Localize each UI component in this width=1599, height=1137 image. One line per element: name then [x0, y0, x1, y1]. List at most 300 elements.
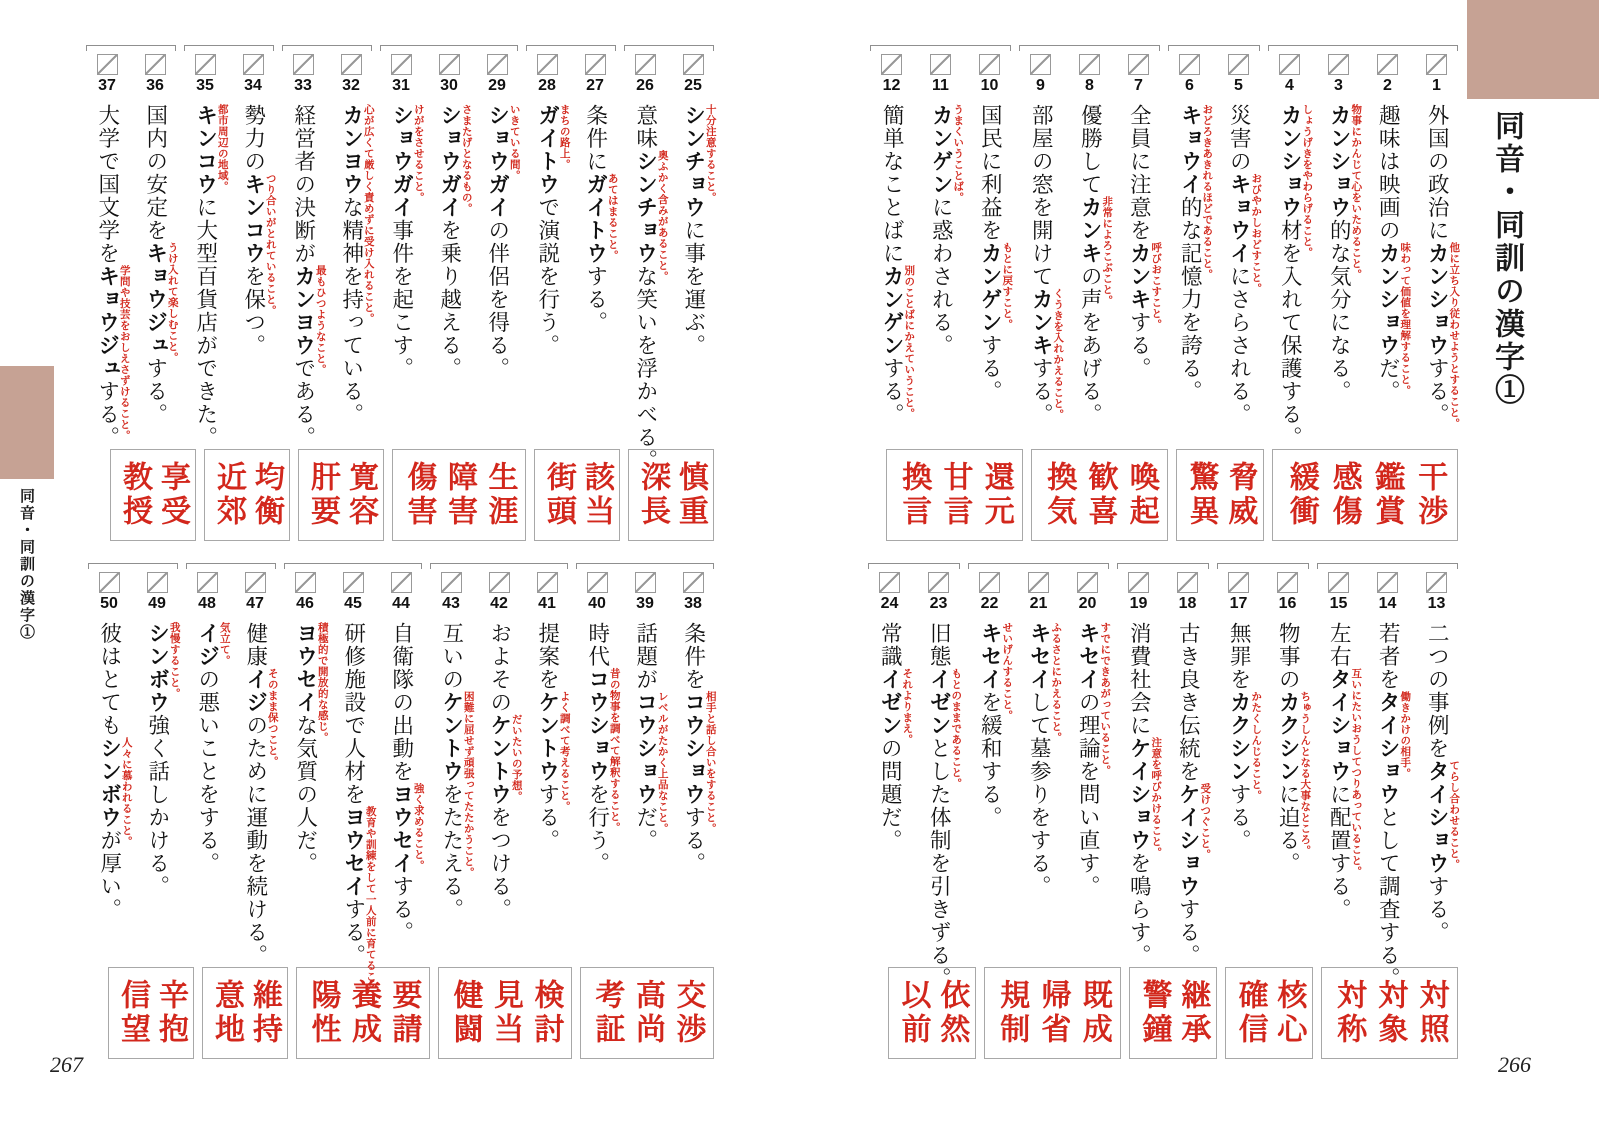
answer-kanji: 干渉 [1413, 461, 1447, 529]
question-text-post: である。 [291, 357, 316, 449]
question-text [389, 622, 425, 952]
question-number: 42 [490, 595, 508, 612]
question-item [475, 572, 523, 953]
meaning-annotation: さまたげとなるもの。 [460, 104, 473, 214]
question-text-post: する。 [1227, 783, 1252, 852]
question-text [437, 104, 473, 434]
question-text-pre: 物事の [1276, 622, 1301, 691]
question-item [621, 572, 669, 953]
answer-kanji: 還元 [979, 461, 1013, 529]
answer-checkbox-icon[interactable] [147, 572, 168, 593]
question-text-pre: 災害の [1227, 104, 1252, 173]
question-number: 44 [392, 595, 410, 612]
question-text-post: 材を入れて保護する。 [1278, 219, 1303, 449]
question-block [862, 45, 1462, 541]
question-text [1178, 104, 1214, 434]
answer-checkbox-icon[interactable] [295, 572, 316, 593]
answer-row [862, 967, 1462, 1059]
answer-kanji: 確信 [1233, 979, 1267, 1047]
question-number: 13 [1427, 595, 1446, 612]
answer-kanji: 高尚 [631, 979, 664, 1047]
question-item [669, 54, 717, 435]
question-header [1179, 54, 1200, 104]
question-text [439, 622, 475, 952]
question-text-pre: 国民に利益を [978, 104, 1003, 242]
question-header [1426, 572, 1447, 622]
question-text-post: する。 [1425, 357, 1450, 426]
question-katakana-keyword: カンヨウ 心が広くて厳しく責めずに受け入れること。 [339, 104, 375, 324]
question-text-pre: 古き良き伝統を [1176, 622, 1201, 783]
question-text [243, 622, 279, 967]
answer-checkbox-icon[interactable] [587, 572, 608, 593]
answer-checkbox-icon[interactable] [930, 54, 951, 75]
question-katakana-keyword: イゼン それよりまえ。 [878, 668, 914, 745]
question-item [1363, 54, 1412, 435]
answer-checkbox-icon[interactable] [1128, 54, 1149, 75]
question-row [862, 45, 1462, 449]
question-text [978, 104, 1014, 434]
question-text-pre: 話題が [633, 622, 658, 691]
question-text [145, 622, 181, 952]
question-katakana-keyword: キョウイ おどろきあきれるほどであること。 [1178, 104, 1214, 280]
question-number: 40 [588, 595, 606, 612]
question-group [865, 563, 963, 990]
meaning-annotation: つり合いがとれていること。 [264, 173, 277, 316]
meaning-annotation: 呼びおこすこと。 [1150, 242, 1163, 330]
question-item [427, 572, 475, 953]
question-text-post: をたたえる。 [439, 783, 464, 921]
question-text-pre: 国内の安定を [143, 104, 168, 242]
question-text-post: する。 [681, 806, 706, 875]
question-katakana-keyword: キョウジュ うけ入れて楽しむこと。 [143, 242, 179, 363]
question-number: 9 [1036, 77, 1045, 94]
question-katakana-keyword: タイショウ 働きかけの相手。 [1376, 691, 1412, 806]
question-number: 33 [294, 77, 312, 94]
meaning-annotation: 他に立ち入り従わせようとすること。 [1448, 242, 1461, 429]
question-item [1314, 54, 1363, 435]
question-katakana-keyword: カクシン かたくしんじること。 [1227, 691, 1263, 801]
answer-kanji: 近郊 [212, 461, 245, 529]
answer-checkbox-icon[interactable] [341, 54, 362, 75]
answer-checkbox-icon[interactable] [391, 54, 412, 75]
answer-box [1272, 449, 1458, 541]
question-header [1228, 572, 1249, 622]
question-text [583, 104, 619, 434]
answer-kanji: 該当 [580, 461, 613, 529]
answer-checkbox-icon[interactable] [293, 54, 314, 75]
answer-kanji: 帰省 [1036, 979, 1070, 1047]
question-item [1163, 572, 1212, 967]
question-item [473, 54, 521, 435]
question-text-post: する。 [389, 875, 414, 944]
question-text-post: を乗り越える。 [437, 219, 462, 380]
meaning-annotation: よく調べて考えること。 [558, 691, 571, 812]
meaning-annotation: 味わって価値を理解すること。 [1399, 242, 1412, 396]
answer-kanji: 障害 [443, 461, 476, 529]
meaning-annotation: 積極的で開放的な感じ。 [316, 622, 329, 743]
question-number: 12 [882, 77, 901, 94]
answer-checkbox-icon[interactable] [1079, 54, 1100, 75]
question-text [1029, 104, 1065, 434]
question-header [1277, 572, 1298, 622]
question-number: 37 [98, 77, 116, 94]
answer-kanji: 核心 [1272, 979, 1306, 1047]
question-katakana-keyword: コウショウ レベルがたかく上品なこと。 [633, 691, 669, 834]
question-header [1077, 572, 1098, 622]
question-text-post: な笑いを浮かべる。 [633, 265, 658, 472]
question-number: 34 [244, 77, 262, 94]
question-katakana-keyword: ケイショウ 受けつぐこと。 [1176, 783, 1212, 898]
answer-kanji: 健闘 [448, 979, 482, 1047]
answer-box [438, 967, 572, 1059]
question-row [78, 563, 718, 1004]
question-group [1314, 563, 1461, 990]
meaning-annotation: ふるさとにかえること。 [1050, 622, 1063, 743]
question-item [1065, 54, 1114, 435]
answer-checkbox-icon[interactable] [1277, 572, 1298, 593]
question-katakana-keyword: ケイショウ 注意を呼びかけること。 [1127, 737, 1163, 858]
answer-checkbox-icon[interactable] [683, 572, 704, 593]
answer-checkbox-icon[interactable] [197, 572, 218, 593]
answer-checkbox-icon[interactable] [1426, 572, 1447, 593]
answer-checkbox-icon[interactable] [585, 54, 606, 75]
question-item [916, 54, 965, 435]
question-text-post: 強く話しかける。 [145, 714, 170, 898]
answer-checkbox-icon[interactable] [1030, 54, 1051, 75]
question-text [1376, 104, 1412, 434]
question-item [131, 54, 179, 435]
question-text-post: の問題だ。 [878, 737, 903, 852]
answer-kanji: 警鐘 [1137, 979, 1171, 1047]
question-text [95, 104, 131, 449]
answer-checkbox-icon[interactable] [537, 572, 558, 593]
question-group [181, 45, 277, 449]
answer-kanji: 歓喜 [1083, 461, 1117, 529]
meaning-annotation: もとのままであること。 [950, 668, 963, 789]
question-item [425, 54, 473, 435]
answer-kanji: 既成 [1077, 979, 1111, 1047]
meaning-annotation: いきている間。 [508, 104, 521, 181]
question-header [439, 54, 460, 104]
answer-checkbox-icon[interactable] [1177, 572, 1198, 593]
answer-checkbox-icon[interactable] [1077, 572, 1098, 593]
question-item [281, 572, 329, 953]
answer-checkbox-icon[interactable] [441, 572, 462, 593]
question-item [523, 572, 571, 953]
question-katakana-keyword: コウショウ 昔の物事を調べて解釈すること。 [585, 668, 621, 833]
meaning-annotation: けがをさせること。 [412, 104, 425, 203]
question-header [1228, 54, 1249, 104]
question-header [537, 572, 558, 622]
question-number: 3 [1334, 77, 1343, 94]
question-katakana-keyword: キョウイ おびやかしおどすこと。 [1227, 173, 1263, 294]
answer-box [1225, 967, 1313, 1059]
question-number: 49 [148, 595, 166, 612]
answer-box [580, 967, 714, 1059]
question-katakana-keyword: キセイ せいげんすること。 [978, 622, 1014, 721]
answer-box [298, 449, 384, 541]
answer-kanji: 換気 [1042, 461, 1076, 529]
question-row [78, 45, 718, 472]
question-text-post: とした体制を引きずる。 [927, 737, 952, 990]
meaning-annotation: うけ入れて楽しむこと。 [166, 242, 179, 363]
question-group [1265, 45, 1461, 449]
question-text [1176, 622, 1212, 967]
question-text-post: する。 [978, 334, 1003, 403]
question-text [1078, 104, 1114, 434]
answer-kanji: 街頭 [542, 461, 575, 529]
question-text [195, 622, 231, 952]
answer-kanji: 鑑賞 [1370, 461, 1404, 529]
question-text [1127, 104, 1163, 434]
meaning-annotation: 強く求めること。 [412, 783, 425, 871]
page-number-left: 267 [50, 1052, 83, 1077]
question-text [1327, 622, 1363, 952]
question-text-pre: 条件に [583, 104, 608, 173]
question-item [914, 572, 963, 990]
answer-checkbox-icon[interactable] [1128, 572, 1149, 593]
answer-kanji: 維持 [248, 979, 281, 1047]
answer-checkbox-icon[interactable] [1328, 572, 1349, 593]
question-text-pre: 外国の政治に [1425, 104, 1450, 242]
question-text [1425, 104, 1461, 434]
question-text [485, 104, 521, 434]
question-katakana-keyword: シンチョウ 十分注意すること。 [681, 104, 717, 219]
meaning-annotation: 最もひつようなこと。 [314, 265, 327, 375]
question-text-post: を行う。 [585, 783, 610, 875]
question-header [1177, 572, 1198, 622]
answer-checkbox-icon[interactable] [487, 54, 508, 75]
question-number: 47 [246, 595, 264, 612]
question-text-pre: 研修施設で人材を [341, 622, 366, 806]
meaning-annotation: 別のことばにかえていうこと。 [903, 265, 916, 419]
answer-kanji: 依然 [935, 979, 969, 1047]
answer-checkbox-icon[interactable] [245, 572, 266, 593]
question-text [880, 104, 916, 434]
question-item [229, 54, 277, 435]
question-header [683, 572, 704, 622]
answer-checkbox-icon[interactable] [537, 54, 558, 75]
answer-checkbox-icon[interactable] [979, 54, 1000, 75]
answer-checkbox-icon[interactable] [1028, 572, 1049, 593]
question-block [862, 563, 1462, 1059]
question-number: 11 [932, 77, 949, 94]
question-number: 6 [1185, 77, 1194, 94]
meaning-annotation: 十分注意すること。 [704, 104, 717, 203]
answer-kanji: 脅威 [1223, 461, 1257, 529]
question-item [865, 572, 914, 953]
answer-kanji: 生涯 [483, 461, 517, 529]
answer-checkbox-icon[interactable] [99, 572, 120, 593]
question-katakana-keyword: ヨウセイ 積極的で開放的な感じ。 [293, 622, 329, 743]
question-header [1377, 54, 1398, 104]
question-item [1016, 54, 1065, 435]
question-text-post: 的な気分になる。 [1327, 219, 1352, 403]
question-item [279, 54, 327, 449]
question-text-pre: 部屋の窓を開けて [1029, 104, 1054, 288]
question-katakana-keyword: キセイ すでにできあがっていること。 [1076, 622, 1112, 776]
question-item [621, 54, 669, 472]
meaning-annotation: 互いにたいおうしてつりあっていること。 [1350, 668, 1363, 877]
question-text [681, 622, 717, 952]
answer-checkbox-icon[interactable] [1279, 54, 1300, 75]
question-katakana-keyword: カンキ 呼びおこすこと。 [1127, 242, 1163, 330]
question-number: 48 [198, 595, 216, 612]
answer-checkbox-icon[interactable] [683, 54, 704, 75]
answer-kanji: 寛容 [344, 461, 377, 529]
question-text [633, 622, 669, 952]
answer-checkbox-icon[interactable] [97, 54, 118, 75]
meaning-annotation: 働きかけの相手。 [1399, 691, 1412, 779]
question-text [341, 622, 377, 1004]
question-text-post: して墓参りをする。 [1027, 691, 1052, 898]
answer-checkbox-icon[interactable] [1228, 572, 1249, 593]
question-item [1412, 572, 1461, 953]
answer-checkbox-icon[interactable] [1377, 54, 1398, 75]
meaning-annotation: 注意を呼びかけること。 [1150, 737, 1163, 858]
question-text-post: を鳴らす。 [1127, 852, 1152, 967]
question-number: 24 [880, 595, 899, 612]
question-item [1214, 54, 1263, 435]
question-item [1214, 572, 1263, 953]
question-katakana-keyword: キンコウ 都市周辺の地域。 [193, 104, 229, 196]
meaning-annotation: 相手と話し合いをすること。 [704, 691, 717, 834]
answer-kanji: 感傷 [1327, 461, 1361, 529]
answer-kanji: 交渉 [671, 979, 705, 1047]
answer-checkbox-icon[interactable] [243, 54, 264, 75]
question-text-post: の悪いことをする。 [195, 668, 220, 875]
question-number: 23 [929, 595, 948, 612]
meaning-annotation: それよりまえ。 [901, 668, 914, 745]
answer-kanji: 検討 [529, 979, 563, 1047]
meaning-annotation: レベルがたかく上品なこと。 [656, 691, 669, 834]
question-text [291, 104, 327, 449]
answer-checkbox-icon[interactable] [195, 54, 216, 75]
question-text-post: する。 [1029, 357, 1054, 426]
question-group [965, 563, 1112, 953]
question-number: 16 [1278, 595, 1297, 612]
question-header [195, 54, 216, 104]
answer-checkbox-icon[interactable] [343, 572, 364, 593]
question-text-post: な気質の人だ。 [293, 714, 318, 875]
answer-kanji: 以前 [896, 979, 930, 1047]
question-header [197, 572, 218, 622]
answer-checkbox-icon[interactable] [439, 54, 460, 75]
question-katakana-keyword: カンゲン もとに戻すこと。 [978, 242, 1014, 334]
question-text-pre: 経営者の決断が [291, 104, 316, 265]
answer-checkbox-icon[interactable] [1328, 54, 1349, 75]
question-text [389, 104, 425, 434]
question-header [147, 572, 168, 622]
question-header [487, 54, 508, 104]
question-group [573, 563, 717, 953]
answer-checkbox-icon[interactable] [635, 572, 656, 593]
question-item [329, 572, 377, 1004]
question-katakana-keyword: コウショウ 相手と話し合いをすること。 [681, 691, 717, 834]
question-header [99, 572, 120, 622]
answer-kanji: 肝要 [306, 461, 339, 529]
question-text-post: で演説を行う。 [535, 196, 560, 357]
question-number: 20 [1078, 595, 1097, 612]
question-header [979, 572, 1000, 622]
answer-kanji: 信望 [116, 979, 149, 1047]
question-text-pre: 無罪を [1227, 622, 1252, 691]
question-text [293, 622, 329, 952]
question-header [391, 572, 412, 622]
question-number: 2 [1383, 77, 1392, 94]
question-header [979, 54, 1000, 104]
answer-checkbox-icon[interactable] [928, 572, 949, 593]
question-katakana-keyword: ショウガイ さまたげとなるもの。 [437, 104, 473, 219]
question-text [681, 104, 717, 434]
question-text-pre: 彼はとても [97, 622, 122, 737]
question-header [585, 54, 606, 104]
question-text-pre: 大学で国文学を [95, 104, 120, 265]
question-item [231, 572, 279, 967]
question-text-pre: 互いの [439, 622, 464, 691]
question-header [683, 54, 704, 104]
question-header [391, 54, 412, 104]
question-header [587, 572, 608, 622]
question-number: 26 [636, 77, 654, 94]
question-katakana-keyword: キセイ ふるさとにかえること。 [1027, 622, 1063, 743]
question-number: 28 [538, 77, 556, 94]
question-katakana-keyword: カンショウ 味わって価値を理解すること。 [1376, 242, 1412, 396]
question-text-pre: 健康 [243, 622, 268, 668]
answer-checkbox-icon[interactable] [881, 54, 902, 75]
answer-checkbox-icon[interactable] [145, 54, 166, 75]
answer-kanji: 驚異 [1184, 461, 1218, 529]
meaning-annotation: くうきを入れかえること。 [1052, 288, 1065, 420]
question-katakana-keyword: ケントウ 困難に屈せず頑張ってたたかうこと。 [439, 691, 475, 878]
question-group [279, 45, 375, 449]
question-text [1327, 104, 1363, 434]
question-katakana-keyword: キョウジュ 学問や技芸をおしえさずけること。 [95, 265, 131, 441]
answer-kanji: 辛抱 [154, 979, 187, 1047]
answer-checkbox-icon[interactable] [489, 572, 510, 593]
meaning-annotation: だいたいの予想。 [510, 714, 523, 802]
question-item [377, 54, 425, 435]
question-item [1063, 572, 1112, 953]
answer-checkbox-icon[interactable] [391, 572, 412, 593]
question-number: 45 [344, 595, 362, 612]
answer-row [78, 449, 718, 541]
question-group [281, 563, 425, 1004]
question-text-post: の声をあげる。 [1078, 265, 1103, 426]
answer-checkbox-icon[interactable] [979, 572, 1000, 593]
question-text-pre: 全員に注意を [1127, 104, 1152, 242]
answer-checkbox-icon[interactable] [1179, 54, 1200, 75]
meaning-annotation: 人々に慕われること。 [120, 737, 133, 847]
question-header [1377, 572, 1398, 622]
question-text [878, 622, 914, 952]
answer-checkbox-icon[interactable] [1228, 54, 1249, 75]
answer-checkbox-icon[interactable] [1426, 54, 1447, 75]
question-text [1278, 104, 1314, 449]
question-number: 4 [1285, 77, 1294, 94]
answer-checkbox-icon[interactable] [879, 572, 900, 593]
question-number: 30 [440, 77, 458, 94]
question-text [927, 622, 963, 990]
side-tab-label: 同音・同訓の漢字① [18, 488, 34, 641]
answer-kanji: 要請 [387, 979, 421, 1047]
meaning-annotation: まちの路上。 [558, 104, 571, 170]
question-group [621, 45, 717, 472]
question-text-post: に大型百貨店ができた。 [193, 196, 218, 449]
answer-checkbox-icon[interactable] [635, 54, 656, 75]
question-text-post: が厚い。 [97, 829, 122, 921]
answer-checkbox-icon[interactable] [1377, 572, 1398, 593]
